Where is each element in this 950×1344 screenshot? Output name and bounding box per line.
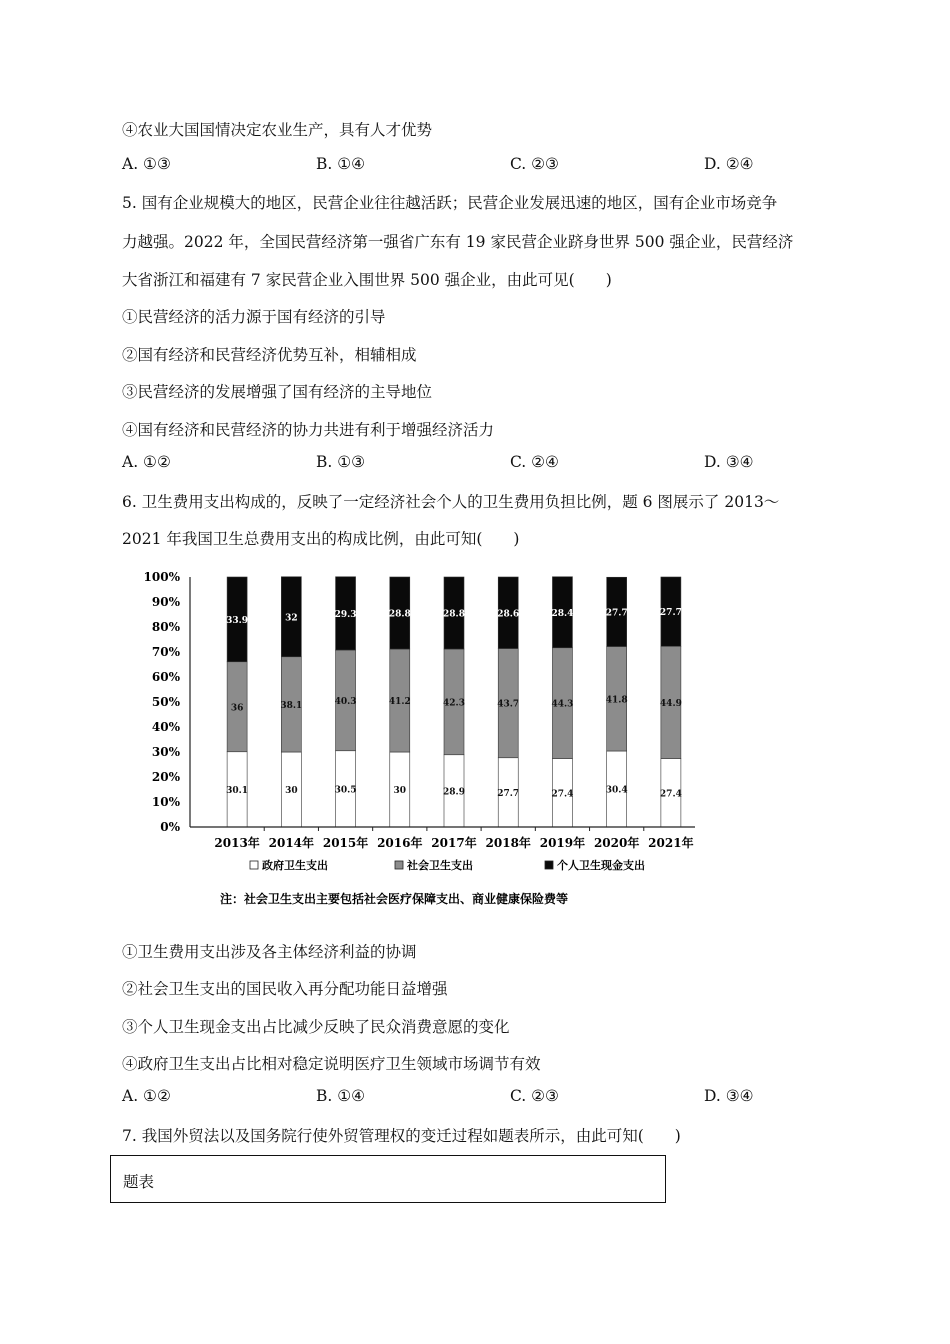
q6-options bbox=[122, 1087, 822, 1109]
x-tick-label: 2014年 bbox=[268, 836, 315, 850]
bar-value-label: 28.6 bbox=[497, 609, 520, 620]
y-tick-label: 10% bbox=[151, 795, 180, 809]
y-tick-label: 20% bbox=[151, 770, 180, 784]
bar-value-label: 43.7 bbox=[497, 699, 520, 710]
bar-value-label: 28.4 bbox=[551, 608, 574, 619]
y-tick-label: 30% bbox=[151, 745, 180, 759]
q5-option-d: D. ③④ bbox=[704, 453, 754, 471]
bar-value-label: 27.7 bbox=[659, 608, 682, 619]
x-tick-label: 2015年 bbox=[322, 836, 369, 850]
y-tick-label: 40% bbox=[151, 720, 180, 734]
bar-value-label: 27.4 bbox=[659, 789, 682, 800]
bar-value-label: 30 bbox=[393, 786, 407, 796]
bar-value-label: 33.9 bbox=[226, 615, 249, 626]
health-expenditure-chart bbox=[135, 565, 695, 910]
stacked-bars bbox=[226, 577, 682, 827]
y-tick-label: 70% bbox=[151, 645, 180, 659]
bar-value-label: 32 bbox=[285, 613, 298, 624]
q5-stem-line-3: 大省浙江和福建有 7 家民营企业入围世界 500 强企业，由此可见( ) bbox=[122, 271, 612, 289]
q5-item-4: ④国有经济和民营经济的协力共进有利于增强经济活力 bbox=[122, 421, 495, 439]
bar-value-label: 30.1 bbox=[226, 785, 249, 796]
bar-value-label: 36 bbox=[230, 703, 244, 714]
q6-item-2: ②社会卫生支出的国民收入再分配功能日益增强 bbox=[122, 980, 448, 998]
q5-stem-line-2: 力越强。2022 年，全国民营经济第一强省广东有 19 家民营企业跻身世界 500 强企业，民营经济 bbox=[122, 233, 794, 251]
bar-value-label: 29.3 bbox=[334, 609, 357, 620]
legend-swatch bbox=[545, 861, 553, 869]
q5-option-a: A. ①② bbox=[122, 453, 171, 471]
bar-value-label: 27.7 bbox=[605, 608, 628, 619]
chart-legend bbox=[250, 858, 645, 872]
q5-option-b: B. ①③ bbox=[316, 453, 366, 471]
q6-item-3: ③个人卫生现金支出占比减少反映了民众消费意愿的变化 bbox=[122, 1018, 510, 1036]
bar-value-label: 40.3 bbox=[334, 696, 357, 707]
x-tick-label: 2017年 bbox=[431, 836, 477, 850]
q5-item-3: ③民营经济的发展增强了国有经济的主导地位 bbox=[122, 383, 433, 401]
q4-option-d: D. ②④ bbox=[704, 155, 754, 173]
bar-value-label: 44.3 bbox=[551, 699, 574, 710]
q6-stem-line-1: 6. 卫生费用支出构成的，反映了一定经济社会个人的卫生费用负担比例，题 6 图展示了 2013～ bbox=[122, 493, 780, 511]
x-tick-label: 2016年 bbox=[377, 836, 423, 850]
bar-value-label: 30.5 bbox=[334, 785, 357, 796]
q5-item-2: ②国有经济和民营经济优势互补，相辅相成 bbox=[122, 346, 417, 364]
q5-options bbox=[122, 453, 822, 475]
x-tick-label: 2013年 bbox=[214, 836, 260, 850]
q4-option-b: B. ①④ bbox=[316, 155, 366, 173]
x-tick-label: 2020年 bbox=[593, 836, 640, 850]
q4-options bbox=[122, 155, 822, 177]
legend-swatch bbox=[250, 861, 258, 869]
bar-value-label: 28.9 bbox=[443, 787, 465, 798]
x-axis bbox=[190, 827, 695, 850]
y-tick-label: 100% bbox=[143, 570, 180, 584]
q5-option-c: C. ②④ bbox=[510, 453, 559, 471]
q5-item-1: ①民营经济的活力源于国有经济的引导 bbox=[122, 308, 386, 326]
q6-option-a: A. ①② bbox=[122, 1087, 171, 1105]
y-tick-label: 90% bbox=[151, 595, 180, 609]
bar-value-label: 28.8 bbox=[443, 609, 465, 620]
y-axis bbox=[144, 570, 190, 834]
legend-swatch bbox=[395, 861, 403, 869]
q6-option-c: C. ②③ bbox=[510, 1087, 559, 1105]
q6-item-1: ①卫生费用支出涉及各主体经济利益的协调 bbox=[122, 943, 417, 961]
q7-stem: 7. 我国外贸法以及国务院行使外贸管理权的变迁过程如题表所示，由此可知( ) bbox=[122, 1127, 681, 1145]
q4-option-a: A. ①③ bbox=[122, 155, 171, 173]
bar-value-label: 27.4 bbox=[551, 789, 574, 800]
y-tick-label: 0% bbox=[160, 820, 180, 834]
legend-label: 政府卫生支出 bbox=[262, 859, 328, 872]
y-tick-label: 60% bbox=[151, 670, 180, 684]
bar-value-label: 38.1 bbox=[280, 700, 303, 711]
y-tick-label: 50% bbox=[151, 695, 180, 709]
x-tick-label: 2018年 bbox=[485, 836, 531, 850]
y-tick-label: 80% bbox=[151, 620, 180, 634]
chart-note: 注：社会卫生支出主要包括社会医疗保障支出、商业健康保险费等 bbox=[220, 892, 569, 906]
bar-value-label: 30 bbox=[285, 786, 298, 796]
bar-value-label: 27.7 bbox=[497, 788, 520, 799]
q5-stem-line-1: 5. 国有企业规模大的地区，民营企业往往越活跃；民营企业发展迅速的地区，国有企业市场竞争 bbox=[122, 194, 778, 212]
bar-value-label: 44.9 bbox=[659, 698, 682, 709]
legend-label: 个人卫生现金支出 bbox=[557, 859, 645, 872]
q4-item-4: ④农业大国国情决定农业生产，具有人才优势 bbox=[122, 121, 433, 139]
bar-value-label: 42.3 bbox=[443, 698, 465, 709]
q7-table bbox=[110, 1155, 666, 1203]
q6-option-b: B. ①④ bbox=[316, 1087, 366, 1105]
bar-value-label: 28.8 bbox=[388, 609, 411, 620]
q4-option-c: C. ②③ bbox=[510, 155, 559, 173]
bar-value-label: 41.8 bbox=[605, 695, 628, 706]
q6-item-4: ④政府卫生支出占比相对稳定说明医疗卫生领域市场调节有效 bbox=[122, 1055, 541, 1073]
bar-value-label: 41.2 bbox=[388, 697, 411, 707]
q6-stem-line-2: 2021 年我国卫生总费用支出的构成比例，由此可知( ) bbox=[122, 530, 520, 548]
legend-label: 社会卫生支出 bbox=[407, 859, 473, 872]
x-tick-label: 2021年 bbox=[648, 836, 694, 850]
bar-value-label: 30.4 bbox=[605, 785, 628, 796]
q7-table-title: 题表 bbox=[123, 1173, 155, 1191]
q6-option-d: D. ③④ bbox=[704, 1087, 754, 1105]
x-tick-label: 2019年 bbox=[539, 836, 586, 850]
